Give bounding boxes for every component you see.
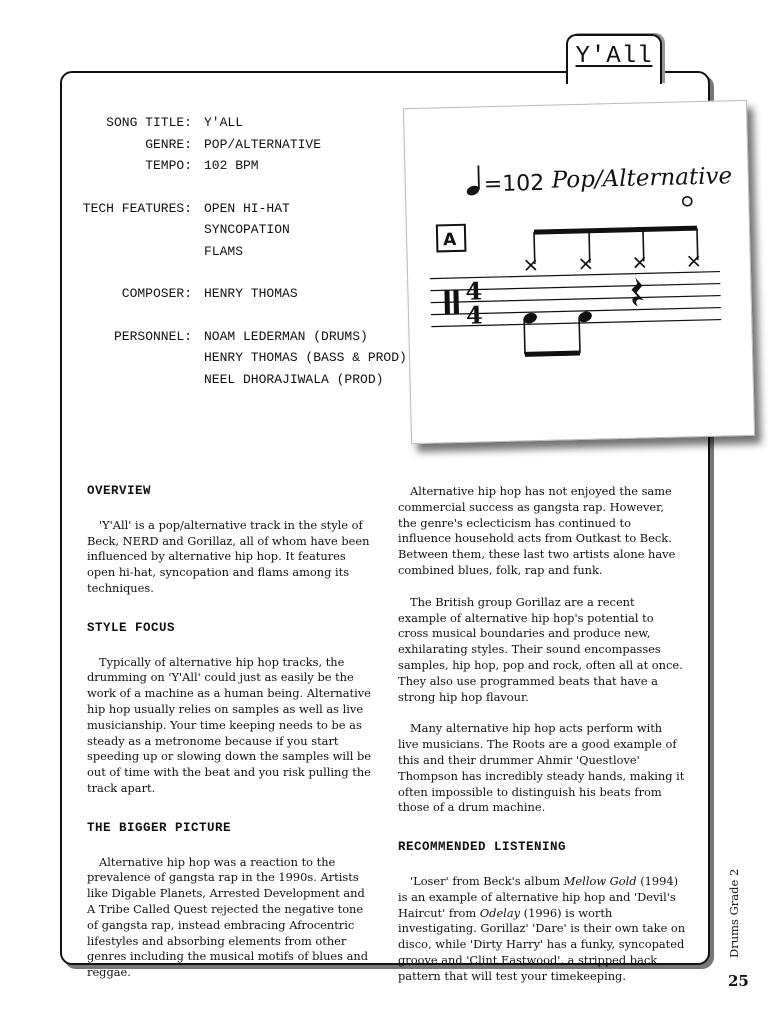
tech-feature: SYNCOPATION	[204, 222, 290, 237]
tech-feature: OPEN HI-HAT	[204, 200, 290, 216]
hihat-stems	[534, 228, 698, 264]
album-title: Mellow Gold	[563, 873, 637, 888]
personnel-label: PERSONNEL:	[113, 328, 192, 344]
genre-row	[70, 134, 407, 156]
hihat-notes	[526, 256, 699, 270]
bigger-picture-paragraph: Alternative hip hop was a reaction to the prevalence of gangsta rap in the 1990s. Artists like Digable Planets, Arrested Development and A Tribe Called Quest rejected the negative tone of gangsta rap, instead embracing Afrocentric lifestyles and absorbing elements from other genres including the musical motifs of blues and reggae.	[87, 854, 369, 980]
song-title-row	[70, 112, 407, 134]
bass-drum-notes	[522, 310, 595, 355]
tempo-value: 102 BPM	[204, 158, 259, 173]
tempo-label: TEMPO:	[145, 158, 192, 173]
open-hihat-icon	[683, 197, 692, 206]
overview-heading: OVERVIEW	[87, 484, 152, 498]
tempo-row	[70, 155, 407, 177]
rehearsal-mark: A	[442, 229, 457, 251]
tech-feature: FLAMS	[204, 243, 244, 259]
style-focus-heading: STYLE FOCUS	[87, 620, 176, 635]
composer-label: COMPOSER:	[121, 286, 192, 301]
quarter-note-icon	[465, 165, 481, 197]
bigger-picture-paragraph: The British group Gorillaz are a recent example of alternative hip hop's potential to cross musical boundaries and produce new, exhilarating styles. Their sound encompasses samples, hip hop, pop and rock, often all at once. They also use programmed beats that have a strong hip hop flavour.	[398, 594, 683, 704]
style-mark: Pop/Alternative	[551, 163, 733, 194]
tempo-mark: =102	[483, 170, 545, 198]
right-column	[398, 484, 686, 985]
recommended-listening-paragraph: 'Loser' from Beck's album Mellow Gold (1994) is an example of alternative hip hop and 'Devil's Haircut' from Odelay (1996) is worth investigating. Gorillaz' 'Dare' is their own take on disco, while 'Dirty Harry' has a funky, syncopated groove and 'Clint Eastwood', a stripped back pattern that will test your timekeeping.	[398, 873, 686, 983]
time-signature-top: 4	[465, 276, 483, 306]
overview-paragraph: 'Y'All' is a pop/alternative track in the style of Beck, NERD and Gorillaz, all of whom have been influenced by alternative hip hop. It features open hi-hat, syncopation and flams among its techniques.	[87, 517, 370, 595]
genre-value: POP/ALTERNATIVE	[204, 136, 322, 152]
recommended-listening-heading: RECOMMENDED LISTENING	[398, 840, 567, 855]
personnel-member: NEEL DHORAJIWALA (PROD)	[204, 371, 384, 387]
album-title: Odelay	[479, 905, 521, 920]
tech-features-label: TECH FEATURES:	[82, 200, 192, 216]
drum-notation	[404, 101, 754, 443]
genre-label: GENRE:	[145, 136, 192, 152]
tab-title: Y'All	[575, 43, 653, 70]
bigger-picture-heading: THE BIGGER PICTURE	[87, 820, 232, 835]
drum-notation-card	[403, 100, 755, 444]
bigger-picture-paragraph: Many alternative hip hop acts perform with live musicians. The Roots are a good example of this and their drummer Ahmir 'Questlove' Thompson has incredibly steady hands, making it often impossible to distinguish his beats from those of a drum machine.	[398, 721, 685, 815]
time-signature-bottom: 4	[465, 300, 484, 330]
composer-row	[70, 283, 407, 305]
bigger-picture-paragraph: Alternative hip hop has not enjoyed the same commercial success as gangsta rap. However, the genre's eclecticism has continued to influence household acts from Outkast to Beck. Between them, these last two artists alone have combined blues, folk, rap and funk.	[398, 484, 676, 577]
quarter-rest-icon	[631, 277, 644, 306]
song-title-value: Y'ALL	[204, 115, 244, 130]
personnel-row	[70, 326, 407, 391]
personnel-member: HENRY THOMAS (BASS & PROD)	[204, 350, 407, 365]
song-info	[70, 112, 407, 390]
left-column	[87, 484, 375, 981]
personnel-member: NOAM LEDERMAN (DRUMS)	[204, 328, 368, 344]
side-label: Drums Grade 2	[727, 868, 741, 958]
style-focus-paragraph: Typically of alternative hip hop tracks, the drumming on 'Y'All' could just as easily be the work of a machine as a human being. Alternative hip hop usually relies on samples as well as live musicianship. Your time keeping needs to be as steady as a metronome because if you start speeding up or slowing down the samples will be out of time with the beat and you risk pulling the track apart.	[87, 654, 372, 795]
title-tab	[566, 34, 662, 84]
page-number: 25	[728, 972, 749, 990]
tech-features-row	[70, 198, 407, 263]
song-title-label: SONG TITLE:	[106, 115, 192, 130]
composer-value: HENRY THOMAS	[204, 286, 298, 301]
